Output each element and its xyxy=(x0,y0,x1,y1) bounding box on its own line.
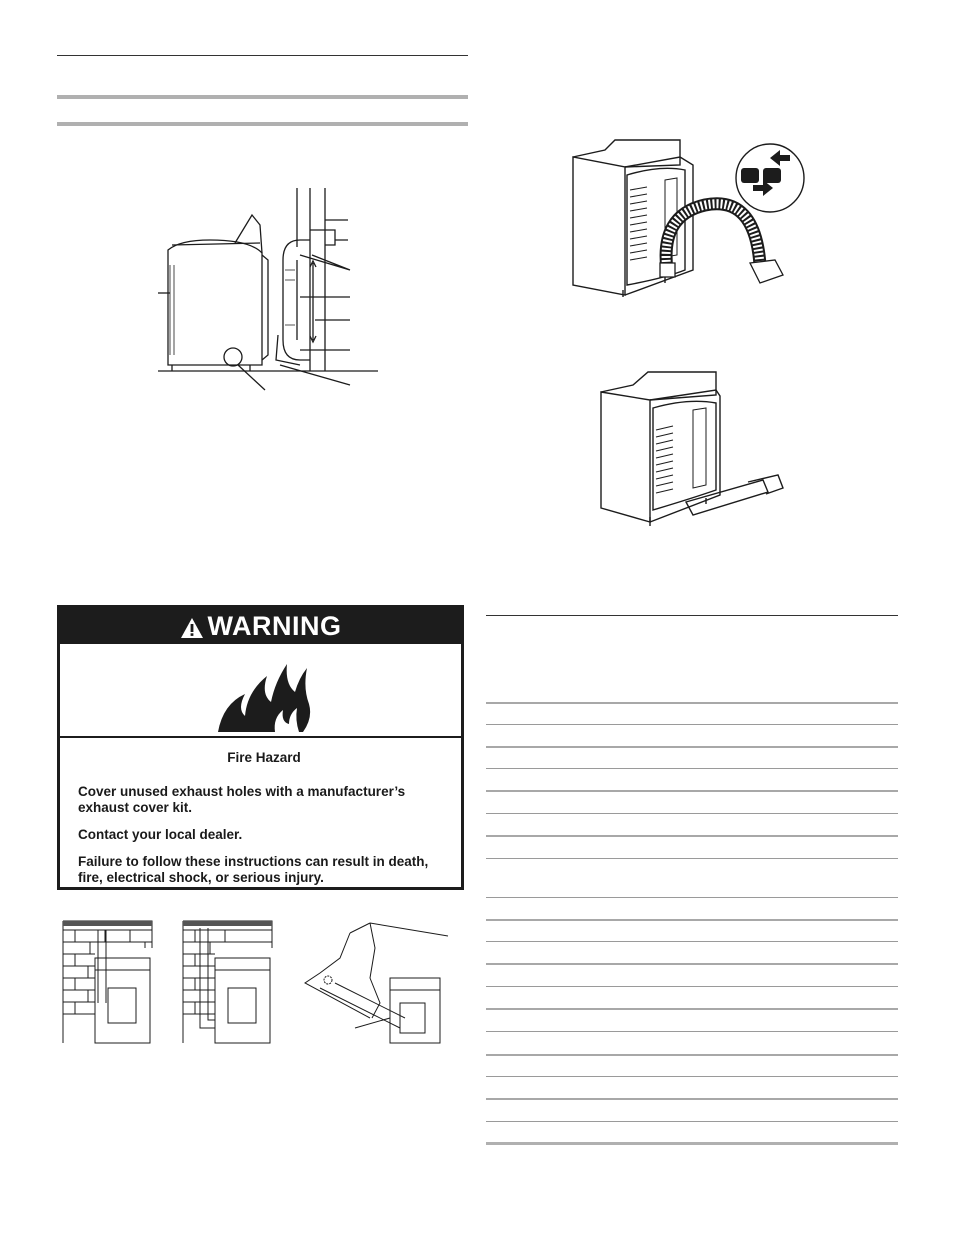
table-row-rule xyxy=(486,790,898,792)
table-row-rule xyxy=(486,746,898,748)
table-row-rule xyxy=(486,858,898,859)
dryer-flexible-hose-diagram xyxy=(565,135,815,305)
warning-icon-area xyxy=(60,644,461,738)
warning-line-1: Cover unused exhaust holes with a manufacturer’s exhaust cover kit. xyxy=(78,784,406,815)
table-row-rule xyxy=(486,813,898,814)
warning-line-3: Failure to follow these instructions can result in death, fire, electrical shock, or serious injury. xyxy=(78,854,429,885)
warning-box xyxy=(57,605,464,890)
warning-header xyxy=(60,608,461,644)
table-row-rule xyxy=(486,986,898,987)
dryer-side-view-diagram xyxy=(150,185,380,395)
table-row-rule xyxy=(486,1054,898,1056)
floor-vent-installation xyxy=(300,918,450,1048)
table-row-rule xyxy=(486,1121,898,1122)
wall-vent-installation-1 xyxy=(60,918,160,1048)
table-row-rule xyxy=(486,919,898,921)
fire-icon xyxy=(215,654,315,734)
table-row-rule xyxy=(486,768,898,769)
table-row-rule xyxy=(486,1031,898,1032)
table-row-rule xyxy=(486,897,898,898)
table-row-rule xyxy=(486,1008,898,1010)
table-row-rule xyxy=(486,1076,898,1077)
warning-triangle-icon xyxy=(180,617,204,644)
table-row-rule xyxy=(486,724,898,725)
warning-line-2: Contact your local dealer. xyxy=(78,827,243,842)
table-top-rule xyxy=(486,615,898,616)
wall-vent-installation-2 xyxy=(180,918,280,1048)
table-header-rule xyxy=(486,702,898,704)
dryer-periscope-vent-diagram xyxy=(598,370,798,530)
section-top-rule xyxy=(57,55,468,56)
hazard-title: Fire Hazard xyxy=(227,750,301,765)
section-header-rule-2 xyxy=(57,122,468,126)
table-bottom-rule xyxy=(486,1142,898,1145)
table-row-rule xyxy=(486,835,898,837)
warning-title: WARNING xyxy=(207,611,342,641)
table-row-rule xyxy=(486,963,898,965)
warning-text xyxy=(78,750,450,897)
table-row-rule xyxy=(486,941,898,942)
section-header-rule xyxy=(57,95,468,99)
table-row-rule xyxy=(486,1098,898,1100)
